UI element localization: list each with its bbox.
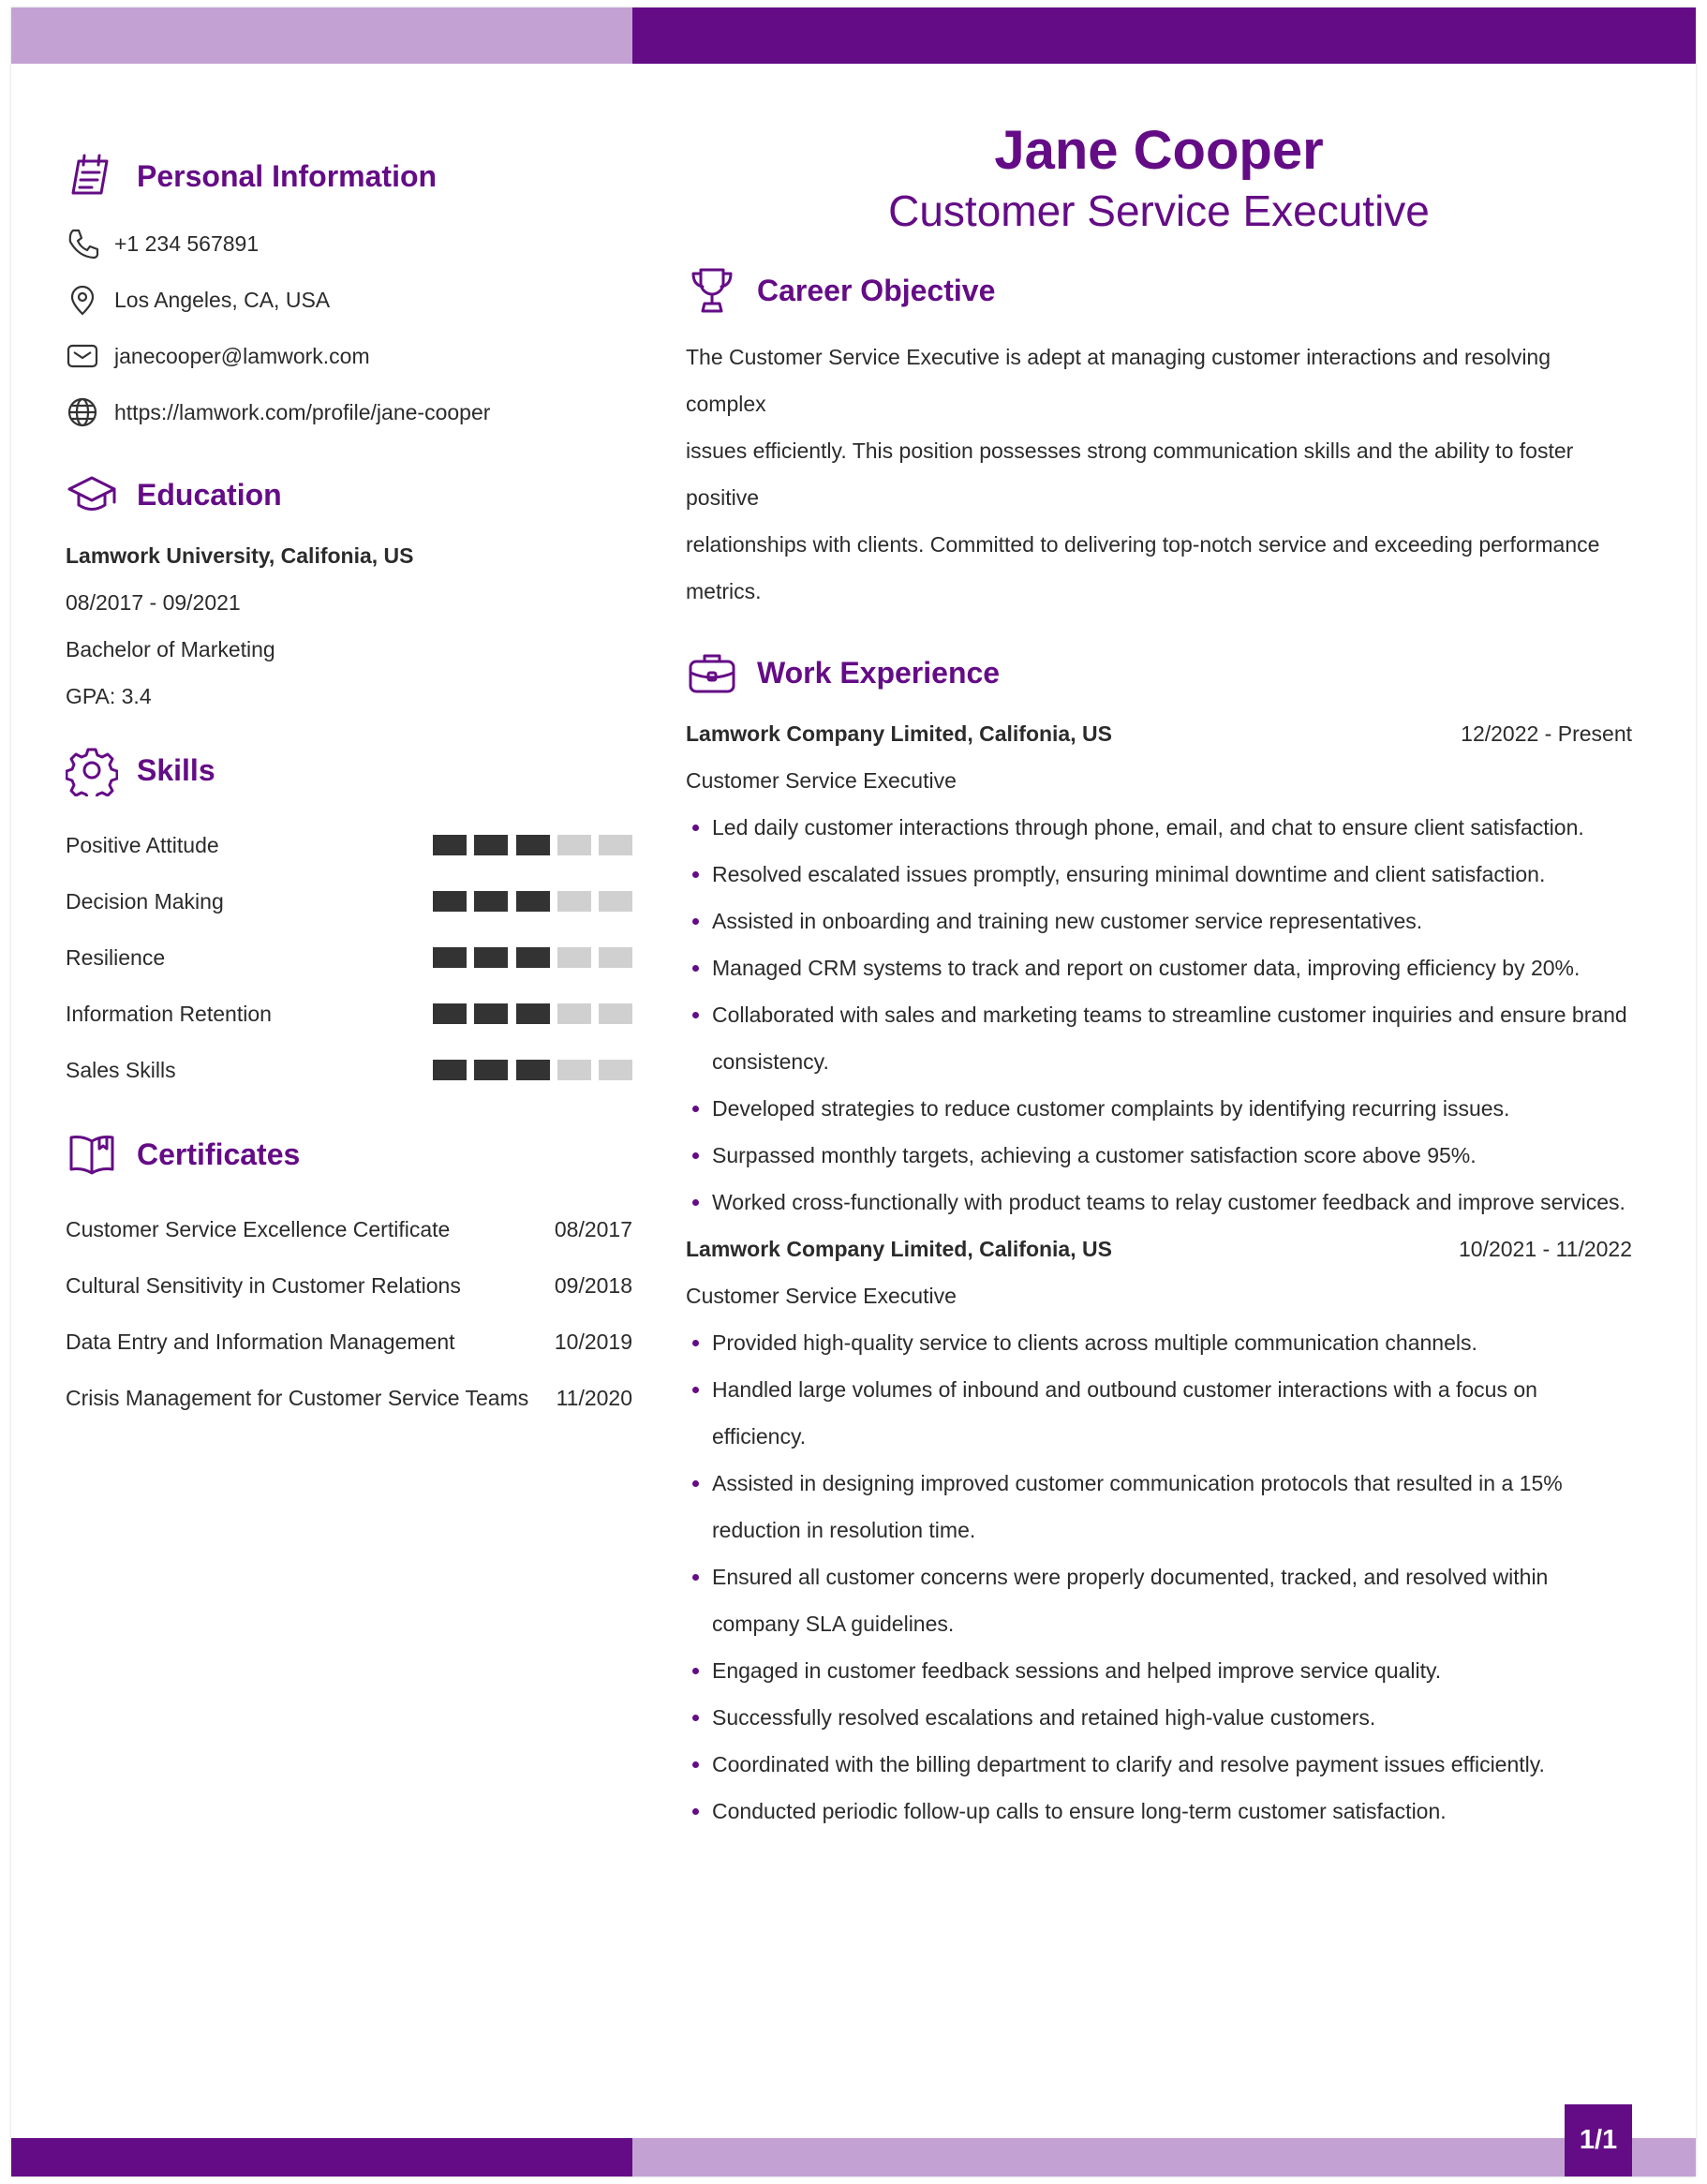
skill-row xyxy=(66,817,632,873)
job-bullet: • Coordinated with the billing department to clarify and resolve payment issues efficiently. xyxy=(712,1741,1632,1788)
job-position: Customer Service Executive xyxy=(686,1284,957,1308)
skill-name: Resilience xyxy=(66,944,166,970)
certificate-row xyxy=(66,1314,632,1370)
skill-level-bars xyxy=(433,835,632,855)
skill-level-bars xyxy=(433,891,632,912)
left-column xyxy=(66,148,632,1426)
skill-row xyxy=(66,1042,632,1098)
skill-name: Positive Attitude xyxy=(66,832,219,857)
section-title: Work Experience xyxy=(757,655,1001,690)
job-bullets xyxy=(686,1319,1632,1835)
bottom-band-light xyxy=(632,2138,1696,2177)
education-school: Lamwork University, Califonia, US xyxy=(66,543,414,568)
skill-row xyxy=(66,873,632,929)
location-text: Los Angeles, CA, USA xyxy=(114,287,331,312)
skill-bar-filled xyxy=(474,1003,508,1024)
candidate-role: Customer Service Executive xyxy=(888,186,1430,235)
skill-level-bars xyxy=(433,1003,632,1024)
section-title: Career Objective xyxy=(757,273,996,307)
personal-info-heading xyxy=(66,148,632,204)
skill-bar-empty xyxy=(599,1003,632,1024)
jobs-list xyxy=(686,710,1632,1835)
certificate-row xyxy=(66,1257,632,1314)
job-bullet: • Assisted in onboarding and training new customer service representatives. xyxy=(712,898,1632,944)
gear-icon xyxy=(66,744,118,796)
website-text: https://lamwork.com/profile/jane-cooper xyxy=(114,399,491,424)
skill-bar-empty xyxy=(557,947,591,968)
job-bullet: • Successfully resolved escalations and retained high-value customers. xyxy=(712,1694,1632,1741)
job-bullet: • Surpassed monthly targets, achieving a customer satisfaction score above 95%. xyxy=(712,1132,1632,1179)
skills-list xyxy=(66,817,632,1098)
objective-line: The Customer Service Executive is adept at managing customer interactions and resolving complex xyxy=(686,345,1551,416)
skill-bar-empty xyxy=(599,891,632,912)
email-text: janecooper@lamwork.com xyxy=(114,343,370,368)
job-company: Lamwork Company Limited, Califonia, US xyxy=(686,1237,1112,1261)
skill-name: Sales Skills xyxy=(66,1057,176,1082)
job-bullet: • Worked cross-functionally with product teams to relay customer feedback and improve services. xyxy=(712,1179,1632,1226)
bottom-band-dark xyxy=(11,2138,632,2177)
skill-bar-filled xyxy=(433,891,467,912)
calendar-note-icon xyxy=(66,150,118,202)
job-bullet: • Engaged in customer feedback sessions and helped improve service quality. xyxy=(712,1647,1632,1694)
skill-bar-filled xyxy=(516,891,550,912)
job-bullet: • Collaborated with sales and marketing teams to streamline customer inquiries and ensure brand consistency. xyxy=(712,991,1632,1085)
section-title: Education xyxy=(137,477,282,512)
skill-bar-filled xyxy=(516,1060,550,1080)
certificate-name: Data Entry and Information Management xyxy=(66,1329,455,1354)
skill-row xyxy=(66,929,632,986)
certificate-date: 09/2018 xyxy=(554,1272,632,1298)
skill-bar-filled xyxy=(516,835,550,855)
skill-bar-filled xyxy=(433,947,467,968)
education-dates: 08/2017 - 09/2021 xyxy=(66,590,241,615)
certificates-heading xyxy=(66,1126,632,1182)
graduation-cap-icon xyxy=(66,468,118,521)
education-degree: Bachelor of Marketing xyxy=(66,637,275,661)
section-title: Personal Information xyxy=(137,158,438,193)
top-band-light xyxy=(11,7,632,64)
certificate-date: 10/2019 xyxy=(554,1329,632,1354)
work-experience-heading xyxy=(686,645,1632,701)
top-band-dark xyxy=(632,7,1696,64)
skill-bar-empty xyxy=(557,1003,591,1024)
section-title: Skills xyxy=(137,752,215,787)
skill-level-bars xyxy=(433,1060,632,1080)
skill-row xyxy=(66,986,632,1042)
skill-bar-filled xyxy=(433,1003,467,1024)
job-header xyxy=(686,1226,1632,1272)
job-bullet: • Developed strategies to reduce customer complaints by identifying recurring issues. xyxy=(712,1085,1632,1132)
skill-bar-filled xyxy=(474,1060,508,1080)
briefcase-icon xyxy=(686,646,738,699)
certificate-row xyxy=(66,1201,632,1257)
right-column xyxy=(686,120,1632,1835)
skill-bar-empty xyxy=(557,891,591,912)
job-bullet: • Handled large volumes of inbound and outbound customer interactions with a focus on efficiency. xyxy=(712,1366,1632,1460)
skill-bar-empty xyxy=(599,1060,632,1080)
phone-icon xyxy=(66,227,99,260)
phone-text: +1 234 567891 xyxy=(114,230,260,256)
job-bullet: • Provided high-quality service to clients across multiple communication channels. xyxy=(712,1319,1632,1366)
globe-icon xyxy=(66,395,99,429)
job-header xyxy=(686,710,1632,757)
skill-bar-filled xyxy=(474,835,508,855)
career-objective-heading xyxy=(686,262,1632,319)
job-dates: 10/2021 - 11/2022 xyxy=(1458,1237,1632,1261)
objective-line: issues efficiently. This position possesses strong communication skills and the ability to foster positive xyxy=(686,438,1574,510)
skill-bar-empty xyxy=(599,947,632,968)
certificate-date: 08/2017 xyxy=(554,1216,632,1241)
section-title: Certificates xyxy=(137,1137,301,1171)
job-bullet: • Ensured all customer concerns were properly documented, tracked, and resolved within company SLA guidelines. xyxy=(712,1553,1632,1647)
job-company: Lamwork Company Limited, Califonia, US xyxy=(686,721,1112,746)
education-gpa: GPA: 3.4 xyxy=(66,684,152,708)
skill-name: Information Retention xyxy=(66,1001,272,1026)
job-bullets xyxy=(686,804,1632,1226)
website-row xyxy=(66,384,632,440)
certificate-name: Customer Service Excellence Certificate xyxy=(66,1216,451,1241)
job-position: Customer Service Executive xyxy=(686,768,957,793)
trophy-icon xyxy=(686,264,738,317)
job-dates: 12/2022 - Present xyxy=(1461,721,1632,746)
skill-bar-empty xyxy=(599,835,632,855)
skill-bar-empty xyxy=(557,1060,591,1080)
objective-line: relationships with clients. Committed to delivering top-notch service and exceeding performance metrics. xyxy=(686,532,1600,603)
skill-bar-filled xyxy=(516,947,550,968)
job-bullet: • Resolved escalated issues promptly, ensuring minimal downtime and client satisfaction. xyxy=(712,851,1632,898)
certificate-date: 11/2020 xyxy=(556,1385,632,1410)
skills-heading xyxy=(66,742,632,798)
skill-bar-filled xyxy=(433,1060,467,1080)
skill-bar-filled xyxy=(433,835,467,855)
skill-name: Decision Making xyxy=(66,888,224,914)
job-bullet: • Managed CRM systems to track and report on customer data, improving efficiency by 20%. xyxy=(712,944,1632,991)
mail-icon xyxy=(66,339,99,373)
certificate-row xyxy=(66,1370,632,1426)
job-bullet: • Assisted in designing improved customer communication protocols that resulted in a 15% reduction in resolution time. xyxy=(712,1460,1632,1553)
certificate-name: Crisis Management for Customer Service Teams xyxy=(66,1385,529,1410)
certificates-list xyxy=(66,1201,632,1426)
candidate-name: Jane Cooper xyxy=(994,120,1324,181)
skill-bar-filled xyxy=(474,947,508,968)
location-row xyxy=(66,272,632,328)
certificate-name: Cultural Sensitivity in Customer Relations xyxy=(66,1272,461,1298)
location-pin-icon xyxy=(66,283,99,317)
open-book-icon xyxy=(66,1128,118,1181)
email-row xyxy=(66,328,632,384)
education-heading xyxy=(66,467,632,523)
skill-bar-empty xyxy=(557,835,591,855)
skill-level-bars xyxy=(433,947,632,968)
resume-page xyxy=(11,7,1696,2177)
job-bullet: • Conducted periodic follow-up calls to ensure long-term customer satisfaction. xyxy=(712,1788,1632,1835)
job-bullet: • Led daily customer interactions through phone, email, and chat to ensure client satisfaction. xyxy=(712,804,1632,851)
skill-bar-filled xyxy=(474,891,508,912)
skill-bar-filled xyxy=(516,1003,550,1024)
phone-row xyxy=(66,215,632,272)
page-number: 1/1 xyxy=(1565,2104,1632,2177)
career-objective-text xyxy=(686,334,1632,615)
